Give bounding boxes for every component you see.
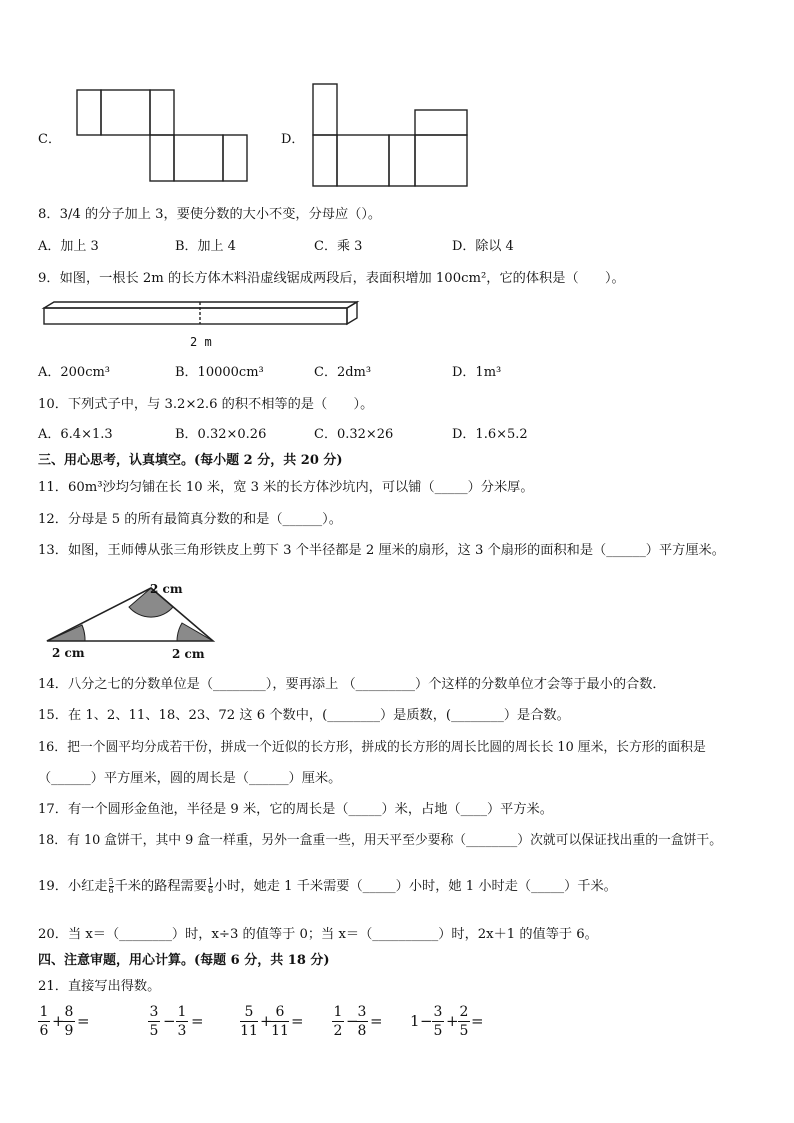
question-20: 20．当 x＝（________）时，x÷3 的值等于 0；当 x＝（__________）时，2x＋1 的值等于 6。	[38, 927, 598, 942]
e5-operator-2: +	[446, 1012, 459, 1030]
e5-operator-1: −	[420, 1012, 433, 1030]
e5-fraction-a: 3 5	[433, 1004, 443, 1039]
question-16-line-1: 16．把一个圆平均分成若干份，拼成一个近似的长方形，拼成的长方形的周长比圆的周长长 10 厘米，长方形的面积是	[38, 740, 706, 755]
question-13: 13．如图，王师傅从张三角形铁皮上剪下 3 个半径都是 2 厘米的扇形，这 3 个扇形的面积和是（______）平方厘米。	[38, 543, 725, 558]
question-17: 17．有一个圆形金鱼池，半径是 9 米，它的周长是（_____）米，占地（____）平方米。	[38, 802, 553, 817]
q19-fraction-time: $\frac{1}{6}$	[207, 877, 214, 895]
e4-operator: −	[346, 1012, 359, 1030]
e1-equals: =	[77, 1012, 90, 1030]
e3-fraction-b: 6 11	[271, 1004, 289, 1039]
question-8: 8．3/4 的分子加上 3，要使分数的大小不变，分母应（）。	[38, 207, 382, 222]
e2-operator: −	[163, 1012, 176, 1030]
question-10: 10．下列式子中，与 3.2×2.6 的积不相等的是（ ）。	[38, 397, 374, 412]
triangle-sectors-figure	[44, 578, 219, 648]
q10-option-b: B．0.32×0.26	[175, 427, 267, 442]
question-21: 21．直接写出得数。	[38, 979, 161, 994]
q9-option-c: C．2dm³	[314, 365, 372, 380]
e3-equals: =	[291, 1012, 304, 1030]
wood-beam-figure	[42, 300, 362, 328]
section-4-heading: 四、注意审题，用心计算。(每题 6 分，共 18 分)	[38, 953, 330, 968]
q10-option-d: D．1.6×5.2	[452, 427, 528, 442]
e2-fraction-b: 1 3	[177, 1004, 187, 1039]
e1-fraction-b: 8 9	[64, 1004, 74, 1039]
option-d-label: D．	[281, 132, 305, 147]
e4-equals: =	[370, 1012, 383, 1030]
e3-operator: +	[260, 1012, 273, 1030]
question-15: 15．在 1、2、11、18、23、72 这 6 个数中，(________）是质数，(________）是合数。	[38, 708, 570, 723]
q9-option-d: D．1m³	[452, 365, 502, 380]
net-figure-d	[312, 83, 472, 189]
q8-option-a: A．加上 3	[38, 239, 99, 254]
question-9: 9．如图，一根长 2m 的长方体木料沿虚线锯成两段后，表面积增加 100cm²，它的体积是（ ）。	[38, 271, 625, 286]
question-19: 19．小红走 $\frac{5}{6}$ 千米的路程需要 $\frac{1}{6}$ 小时，她走 1 千米需要（_____）小时，她 1 小时走（_____）千米。	[38, 877, 617, 895]
e1-operator: +	[52, 1012, 65, 1030]
q8-option-d: D．除以 4	[452, 239, 514, 254]
e4-fraction-b: 3 8	[357, 1004, 367, 1039]
e3-fraction-a: 5 11	[240, 1004, 258, 1039]
question-11: 11．60m³沙均匀铺在长 10 米，宽 3 米的长方体沙坑内，可以铺（_____）分米厚。	[38, 480, 534, 495]
q9-option-b: B．10000cm³	[175, 365, 264, 380]
q8-option-b: B．加上 4	[175, 239, 236, 254]
question-14: 14．八分之七的分数单位是（________），要再添上 （_________）个这样的分数单位才会等于最小的合数．	[38, 677, 666, 692]
q19-fraction-distance: $\frac{5}{6}$	[108, 877, 114, 895]
triangle-top-label: 2 cm	[150, 582, 183, 596]
e2-fraction-a: 3 5	[149, 1004, 159, 1039]
net-figure-c	[76, 89, 251, 185]
q10-option-a: A．6.4×1.3	[38, 427, 113, 442]
beam-length-label: 2 m	[190, 335, 212, 349]
question-12: 12．分母是 5 的所有最简真分数的和是（______）。	[38, 512, 342, 527]
e5-fraction-b: 2 5	[459, 1004, 469, 1039]
e2-equals: =	[191, 1012, 204, 1030]
question-18: 18．有 10 盒饼干，其中 9 盒一样重，另外一盒重一些，用天平至少要称（________）次就可以保证找出重的一盒饼干。	[38, 833, 723, 848]
q10-option-c: C．0.32×26	[314, 427, 394, 442]
e4-fraction-a: 1 2	[333, 1004, 343, 1039]
q8-option-c: C．乘 3	[314, 239, 363, 254]
e1-fraction-a: 1 6	[39, 1004, 49, 1039]
e5-leading-number: 1	[410, 1012, 420, 1030]
e5-equals: =	[471, 1012, 484, 1030]
option-c-label: C．	[38, 132, 61, 147]
triangle-right-label: 2 cm	[172, 647, 205, 661]
triangle-left-label: 2 cm	[52, 646, 85, 660]
section-3-heading: 三、用心思考，认真填空。(每小题 2 分，共 20 分)	[38, 453, 343, 468]
q9-option-a: A．200cm³	[38, 365, 111, 380]
question-16-line-2: （______）平方厘米，圆的周长是（______）厘米。	[38, 771, 342, 786]
